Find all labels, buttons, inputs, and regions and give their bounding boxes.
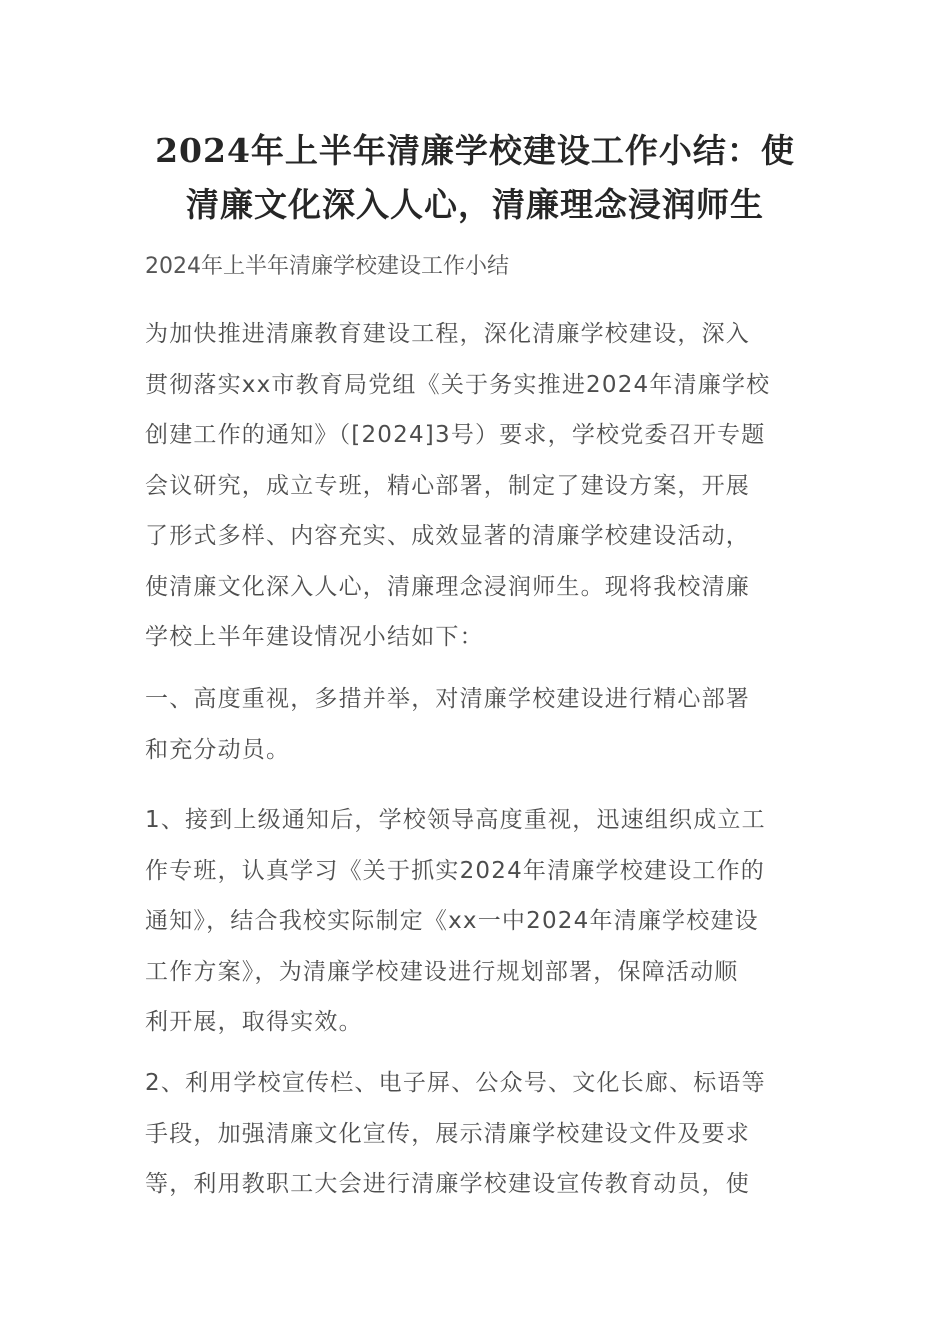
text-line: 为加快推进清廉教育建设工程，深化清廉学校建设，深入	[145, 321, 750, 347]
text-line: 贯彻落实xx市教育局党组《关于务实推进2024年清廉学校	[145, 371, 771, 398]
text-line: 创建工作的通知》（[2024]3号）要求，学校党委召开专题	[145, 422, 766, 448]
text-line: 使清廉文化深入人心，清廉理念浸润师生。现将我校清廉	[145, 573, 750, 600]
text-line: 利开展，取得实效。	[145, 1009, 363, 1035]
section-heading-one	[145, 674, 805, 775]
text-line: 和充分动员。	[145, 736, 291, 763]
text-line: 工作方案》，为清廉学校建设进行规划部署，保障活动顺	[145, 958, 739, 985]
paragraph-item-1	[145, 795, 805, 1048]
text-line: 了形式多样、内容充实、成效显著的清廉学校建设活动，	[145, 523, 750, 549]
text-line: 1、接到上级通知后，学校领导高度重视，迅速组织成立工	[145, 807, 766, 833]
text-line: 等，利用教职工大会进行清廉学校建设宣传教育动员，使	[145, 1171, 750, 1197]
document-title	[120, 124, 830, 232]
text-line: 手段，加强清廉文化宣传，展示清廉学校建设文件及要求	[145, 1120, 750, 1147]
document-subtitle: 2024年上半年清廉学校建设工作小结	[145, 254, 509, 279]
text-line: 2、利用学校宣传栏、电子屏、公众号、文化长廊、标语等	[145, 1070, 766, 1096]
paragraph-item-2	[145, 1058, 805, 1210]
text-line: 学校上半年建设情况小结如下：	[145, 624, 484, 650]
paragraph-intro	[145, 309, 805, 663]
title-line: 清廉文化深入人心，清廉理念浸润师生	[186, 185, 764, 224]
text-line: 通知》，结合我校实际制定《xx一中2024年清廉学校建设	[145, 908, 759, 934]
text-line: 作专班，认真学习《关于抓实2024年清廉学校建设工作的	[145, 857, 765, 884]
text-line: 会议研究，成立专班，精心部署，制定了建设方案，开展	[145, 472, 750, 499]
text-line: 一、高度重视，多措并举，对清廉学校建设进行精心部署	[145, 686, 750, 712]
title-line: 2024年上半年清廉学校建设工作小结：使	[155, 131, 795, 170]
